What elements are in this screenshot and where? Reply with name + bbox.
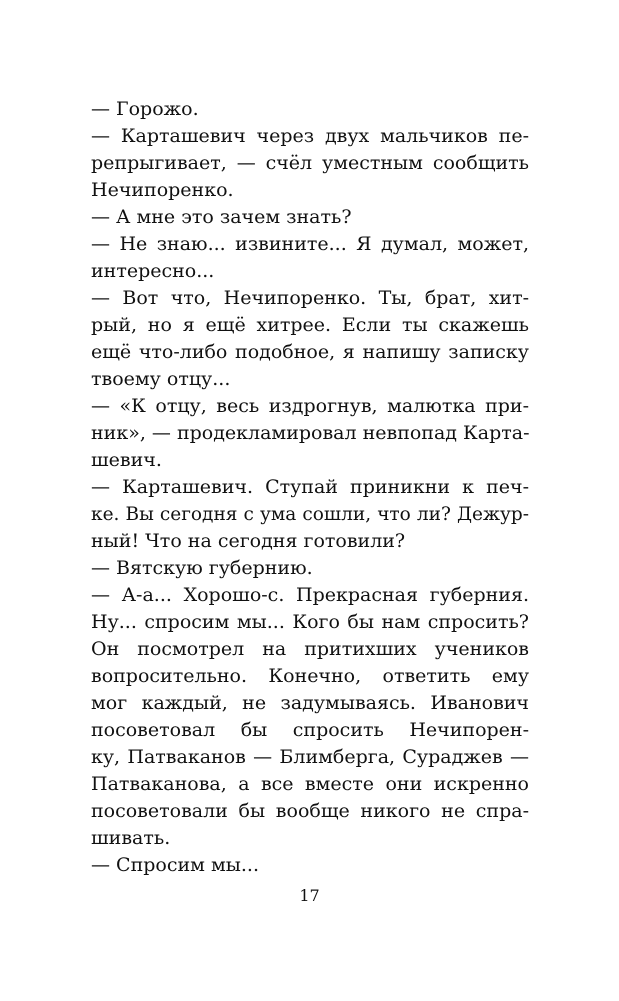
text-line: репрыгивает, — счёл уместным сообщить	[91, 152, 529, 174]
text-line: Патваканова, а все вместе они искренно	[91, 773, 529, 795]
text-line: — Карташевич. Ступай приникни к печ-	[91, 476, 529, 498]
text-line: шевич.	[91, 449, 162, 471]
text-line: ный! Что на сегодня готовили?	[91, 530, 406, 552]
text-line: Он посмотрел на притихших учеников	[91, 638, 529, 660]
text-line: Ну... спросим мы... Кого бы нам спросить?	[91, 611, 529, 633]
text-line: — Не знаю... извините... Я думал, может,	[91, 233, 529, 255]
text-line: — А мне это зачем знать?	[91, 206, 352, 228]
text-line: шивать.	[91, 827, 171, 849]
body-text	[91, 96, 529, 879]
text-line: ку, Патваканов — Блимберга, Сураджев —	[91, 746, 529, 768]
text-line: рый, но я ещё хитрее. Если ты скажешь	[91, 314, 529, 336]
text-line: вопросительно. Конечно, ответить ему	[91, 665, 529, 687]
text-line: — Вот что, Нечипоренко. Ты, брат, хит-	[91, 287, 529, 309]
text-line: ник», — продекламировал невпопад Карта-	[91, 422, 530, 444]
text-line: — «К отцу, весь издрогнув, малютка при-	[91, 395, 529, 417]
text-line: ещё что-либо подобное, я напишу записку	[91, 341, 529, 363]
text-line: посоветовали бы вообще никого не спра-	[91, 800, 529, 822]
text-line: Нечипоренко.	[91, 179, 234, 201]
text-line: — А-а... Хорошо-с. Прекрасная губерния.	[91, 584, 529, 606]
text-line: интересно...	[91, 260, 215, 282]
text-line: мог каждый, не задумываясь. Иванович	[91, 692, 529, 714]
text-line: посоветовал бы спросить Нечипорен-	[91, 719, 529, 741]
text-line: — Спросим мы...	[91, 854, 259, 876]
text-line: — Карташевич через двух мальчиков пе-	[91, 125, 529, 147]
text-line: — Вятскую губернию.	[91, 557, 313, 579]
text-line: твоему отцу...	[91, 368, 231, 390]
text-line: ке. Вы сегодня с ума сошли, что ли? Дежур-	[91, 504, 529, 525]
text-line: — Горожо.	[91, 98, 199, 120]
page-number: 17	[299, 886, 320, 905]
